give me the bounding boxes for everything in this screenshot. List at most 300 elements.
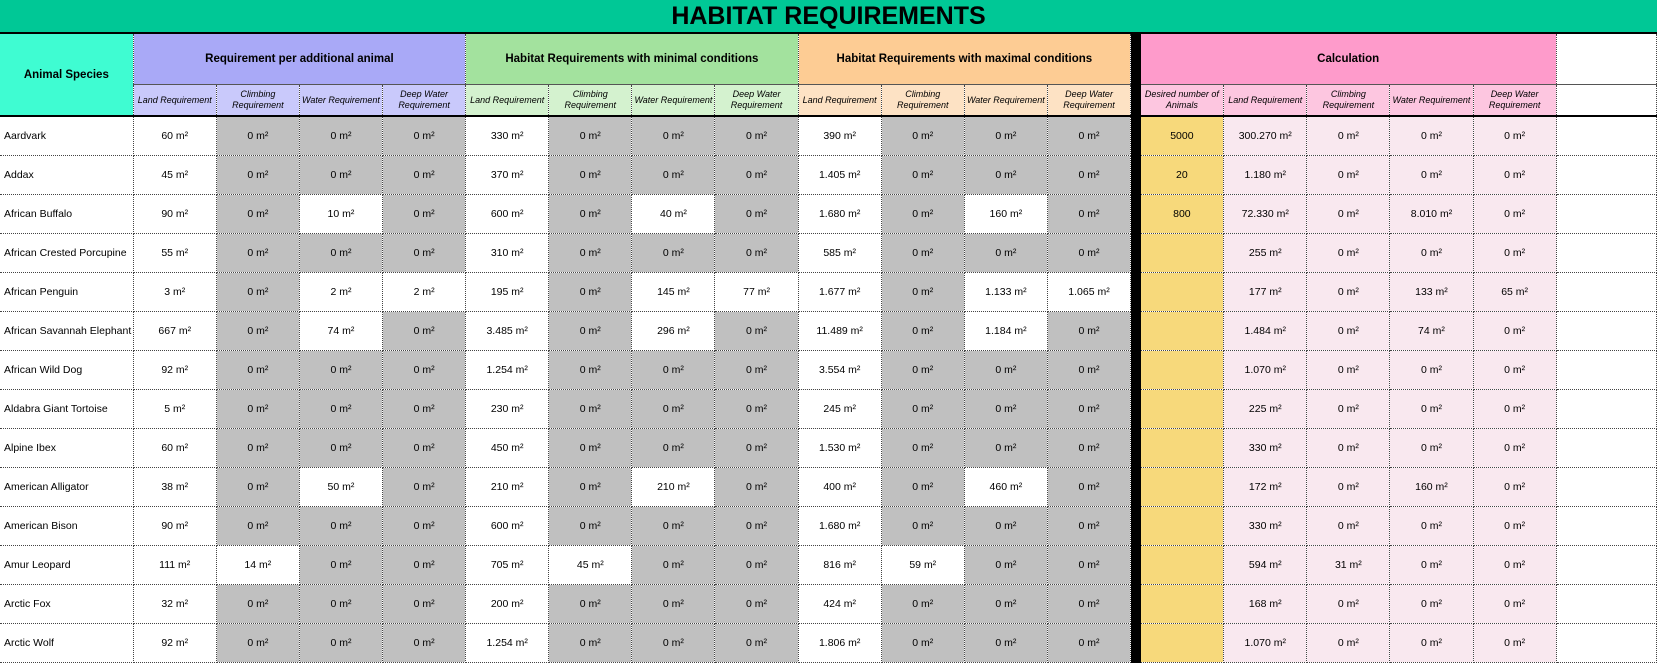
calc-climbing-cell[interactable]: 0 m² bbox=[1307, 195, 1390, 234]
max-climbing-cell[interactable]: 0 m² bbox=[881, 195, 964, 234]
min-water-cell[interactable]: 145 m² bbox=[632, 273, 715, 312]
per-deep-water-cell[interactable]: 0 m² bbox=[383, 390, 466, 429]
per-climbing-cell[interactable]: 0 m² bbox=[216, 156, 299, 195]
calc-water-cell[interactable]: 0 m² bbox=[1390, 585, 1473, 624]
min-deep-water-cell[interactable]: 0 m² bbox=[715, 351, 798, 390]
species-cell[interactable]: African Wild Dog bbox=[0, 351, 133, 390]
min-land-cell[interactable]: 210 m² bbox=[466, 468, 549, 507]
min-deep-water-cell[interactable]: 0 m² bbox=[715, 546, 798, 585]
max-water-cell[interactable]: 0 m² bbox=[964, 546, 1047, 585]
empty-cell[interactable] bbox=[1556, 546, 1656, 585]
calc-climbing-cell[interactable]: 0 m² bbox=[1307, 351, 1390, 390]
desired-count-cell[interactable] bbox=[1141, 585, 1224, 624]
per-land-cell[interactable]: 111 m² bbox=[133, 546, 216, 585]
min-land-cell[interactable]: 705 m² bbox=[466, 546, 549, 585]
min-deep-water-cell[interactable]: 0 m² bbox=[715, 390, 798, 429]
calc-land-cell[interactable]: 330 m² bbox=[1224, 507, 1307, 546]
calc-land-cell[interactable]: 168 m² bbox=[1224, 585, 1307, 624]
calc-deep-water-cell[interactable]: 0 m² bbox=[1473, 156, 1556, 195]
min-land-cell[interactable]: 370 m² bbox=[466, 156, 549, 195]
max-climbing-cell[interactable]: 0 m² bbox=[881, 468, 964, 507]
per-land-cell[interactable]: 60 m² bbox=[133, 116, 216, 156]
max-land-cell[interactable]: 245 m² bbox=[798, 390, 881, 429]
max-deep-water-cell[interactable]: 0 m² bbox=[1047, 585, 1130, 624]
max-water-cell[interactable]: 0 m² bbox=[964, 234, 1047, 273]
per-water-cell[interactable]: 0 m² bbox=[299, 351, 382, 390]
empty-cell[interactable] bbox=[1556, 429, 1656, 468]
per-climbing-cell[interactable]: 0 m² bbox=[216, 351, 299, 390]
min-climbing-cell[interactable]: 0 m² bbox=[549, 351, 632, 390]
max-land-cell[interactable]: 424 m² bbox=[798, 585, 881, 624]
max-deep-water-cell[interactable]: 0 m² bbox=[1047, 390, 1130, 429]
min-climbing-cell[interactable]: 0 m² bbox=[549, 312, 632, 351]
max-land-cell[interactable]: 816 m² bbox=[798, 546, 881, 585]
calc-climbing-cell[interactable]: 0 m² bbox=[1307, 624, 1390, 663]
per-water-cell[interactable]: 10 m² bbox=[299, 195, 382, 234]
per-deep-water-cell[interactable]: 0 m² bbox=[383, 234, 466, 273]
empty-cell[interactable] bbox=[1556, 624, 1656, 663]
calc-deep-water-cell[interactable]: 0 m² bbox=[1473, 585, 1556, 624]
column-separator bbox=[1131, 585, 1141, 624]
per-water-cell[interactable]: 2 m² bbox=[299, 273, 382, 312]
calc-climbing-cell[interactable]: 0 m² bbox=[1307, 390, 1390, 429]
min-deep-water-cell[interactable]: 0 m² bbox=[715, 507, 798, 546]
min-climbing-cell[interactable]: 0 m² bbox=[549, 195, 632, 234]
per-land-cell[interactable]: 60 m² bbox=[133, 429, 216, 468]
per-land-cell[interactable]: 55 m² bbox=[133, 234, 216, 273]
per-deep-water-cell[interactable]: 0 m² bbox=[383, 156, 466, 195]
calc-climbing-cell[interactable]: 0 m² bbox=[1307, 116, 1390, 156]
per-deep-water-cell[interactable]: 0 m² bbox=[383, 585, 466, 624]
max-climbing-cell[interactable]: 0 m² bbox=[881, 507, 964, 546]
min-water-cell[interactable]: 0 m² bbox=[632, 585, 715, 624]
header-min-water[interactable]: Water Requirement bbox=[632, 85, 715, 117]
max-land-cell[interactable]: 1.680 m² bbox=[798, 507, 881, 546]
per-climbing-cell[interactable]: 0 m² bbox=[216, 390, 299, 429]
min-deep-water-cell[interactable]: 0 m² bbox=[715, 195, 798, 234]
min-climbing-cell[interactable]: 0 m² bbox=[549, 156, 632, 195]
min-water-cell[interactable]: 0 m² bbox=[632, 234, 715, 273]
per-climbing-cell[interactable]: 0 m² bbox=[216, 468, 299, 507]
calc-climbing-cell[interactable]: 31 m² bbox=[1307, 546, 1390, 585]
per-deep-water-cell[interactable]: 0 m² bbox=[383, 312, 466, 351]
min-deep-water-cell[interactable]: 0 m² bbox=[715, 156, 798, 195]
empty-cell[interactable] bbox=[1556, 468, 1656, 507]
calc-land-cell[interactable]: 594 m² bbox=[1224, 546, 1307, 585]
min-land-cell[interactable]: 450 m² bbox=[466, 429, 549, 468]
min-climbing-cell[interactable]: 0 m² bbox=[549, 468, 632, 507]
per-deep-water-cell[interactable]: 0 m² bbox=[383, 546, 466, 585]
table-row bbox=[0, 468, 1657, 507]
calc-deep-water-cell[interactable]: 0 m² bbox=[1473, 116, 1556, 156]
per-climbing-cell[interactable]: 0 m² bbox=[216, 116, 299, 156]
calc-land-cell[interactable]: 1.180 m² bbox=[1224, 156, 1307, 195]
max-water-cell[interactable]: 0 m² bbox=[964, 351, 1047, 390]
header-per-climbing[interactable]: Climbing Requirement bbox=[216, 85, 299, 117]
desired-count-cell[interactable] bbox=[1141, 507, 1224, 546]
species-cell[interactable]: Aldabra Giant Tortoise bbox=[0, 390, 133, 429]
per-water-cell[interactable]: 0 m² bbox=[299, 156, 382, 195]
desired-count-cell[interactable] bbox=[1141, 429, 1224, 468]
calc-land-cell[interactable]: 72.330 m² bbox=[1224, 195, 1307, 234]
per-water-cell[interactable]: 50 m² bbox=[299, 468, 382, 507]
per-water-cell[interactable]: 0 m² bbox=[299, 624, 382, 663]
max-climbing-cell[interactable]: 0 m² bbox=[881, 116, 964, 156]
species-cell[interactable]: Arctic Wolf bbox=[0, 624, 133, 663]
header-per-land[interactable]: Land Requirement bbox=[133, 85, 216, 117]
min-water-cell[interactable]: 0 m² bbox=[632, 546, 715, 585]
min-land-cell[interactable]: 1.254 m² bbox=[466, 351, 549, 390]
calc-climbing-cell[interactable]: 0 m² bbox=[1307, 312, 1390, 351]
min-water-cell[interactable]: 40 m² bbox=[632, 195, 715, 234]
max-land-cell[interactable]: 390 m² bbox=[798, 116, 881, 156]
max-deep-water-cell[interactable]: 0 m² bbox=[1047, 429, 1130, 468]
group-header-maximal[interactable]: Habitat Requirements with maximal conditions bbox=[798, 34, 1130, 85]
calc-water-cell[interactable]: 0 m² bbox=[1390, 116, 1473, 156]
max-climbing-cell[interactable]: 59 m² bbox=[881, 546, 964, 585]
max-deep-water-cell[interactable]: 0 m² bbox=[1047, 312, 1130, 351]
per-deep-water-cell[interactable]: 0 m² bbox=[383, 624, 466, 663]
max-land-cell[interactable]: 1.680 m² bbox=[798, 195, 881, 234]
per-climbing-cell[interactable]: 0 m² bbox=[216, 429, 299, 468]
max-deep-water-cell[interactable]: 0 m² bbox=[1047, 546, 1130, 585]
max-land-cell[interactable]: 3.554 m² bbox=[798, 351, 881, 390]
per-land-cell[interactable]: 3 m² bbox=[133, 273, 216, 312]
empty-cell[interactable] bbox=[1556, 273, 1656, 312]
empty-cell[interactable] bbox=[1556, 234, 1656, 273]
species-cell[interactable]: Alpine Ibex bbox=[0, 429, 133, 468]
column-separator bbox=[1131, 546, 1141, 585]
max-climbing-cell[interactable]: 0 m² bbox=[881, 312, 964, 351]
max-water-cell[interactable]: 460 m² bbox=[964, 468, 1047, 507]
max-water-cell[interactable]: 0 m² bbox=[964, 156, 1047, 195]
per-climbing-cell[interactable]: 0 m² bbox=[216, 234, 299, 273]
calc-climbing-cell[interactable]: 0 m² bbox=[1307, 234, 1390, 273]
desired-count-cell[interactable]: 20 bbox=[1141, 156, 1224, 195]
species-cell[interactable]: African Crested Porcupine bbox=[0, 234, 133, 273]
group-header-calculation[interactable]: Calculation bbox=[1141, 34, 1557, 85]
species-cell[interactable]: Addax bbox=[0, 156, 133, 195]
min-climbing-cell[interactable]: 0 m² bbox=[549, 429, 632, 468]
per-climbing-cell[interactable]: 0 m² bbox=[216, 312, 299, 351]
max-water-cell[interactable]: 1.184 m² bbox=[964, 312, 1047, 351]
max-climbing-cell[interactable]: 0 m² bbox=[881, 156, 964, 195]
max-climbing-cell[interactable]: 0 m² bbox=[881, 624, 964, 663]
per-deep-water-cell[interactable]: 2 m² bbox=[383, 273, 466, 312]
max-land-cell[interactable]: 1.530 m² bbox=[798, 429, 881, 468]
species-cell[interactable]: African Savannah Elephant bbox=[0, 312, 133, 351]
table-row bbox=[0, 312, 1657, 351]
calc-land-cell[interactable]: 172 m² bbox=[1224, 468, 1307, 507]
per-climbing-cell[interactable]: 0 m² bbox=[216, 585, 299, 624]
per-climbing-cell[interactable]: 0 m² bbox=[216, 507, 299, 546]
per-land-cell[interactable]: 92 m² bbox=[133, 624, 216, 663]
header-max-land[interactable]: Land Requirement bbox=[798, 85, 881, 117]
calc-water-cell[interactable]: 0 m² bbox=[1390, 429, 1473, 468]
min-land-cell[interactable]: 200 m² bbox=[466, 585, 549, 624]
min-climbing-cell[interactable]: 0 m² bbox=[549, 507, 632, 546]
min-deep-water-cell[interactable]: 0 m² bbox=[715, 585, 798, 624]
per-land-cell[interactable]: 45 m² bbox=[133, 156, 216, 195]
calc-land-cell[interactable]: 330 m² bbox=[1224, 429, 1307, 468]
header-calc-climbing[interactable]: Climbing Requirement bbox=[1307, 85, 1390, 117]
per-land-cell[interactable]: 92 m² bbox=[133, 351, 216, 390]
min-water-cell[interactable]: 0 m² bbox=[632, 156, 715, 195]
per-climbing-cell[interactable]: 0 m² bbox=[216, 624, 299, 663]
header-per-deep-water[interactable]: Deep Water Requirement bbox=[383, 85, 466, 117]
min-land-cell[interactable]: 330 m² bbox=[466, 116, 549, 156]
max-water-cell[interactable]: 0 m² bbox=[964, 585, 1047, 624]
empty-cell[interactable] bbox=[1556, 507, 1656, 546]
max-land-cell[interactable]: 1.677 m² bbox=[798, 273, 881, 312]
calc-land-cell[interactable]: 1.070 m² bbox=[1224, 624, 1307, 663]
calc-deep-water-cell[interactable]: 65 m² bbox=[1473, 273, 1556, 312]
min-land-cell[interactable]: 310 m² bbox=[466, 234, 549, 273]
per-water-cell[interactable]: 0 m² bbox=[299, 585, 382, 624]
empty-cell[interactable] bbox=[1556, 351, 1656, 390]
min-climbing-cell[interactable]: 0 m² bbox=[549, 234, 632, 273]
min-climbing-cell[interactable]: 45 m² bbox=[549, 546, 632, 585]
desired-count-cell[interactable]: 800 bbox=[1141, 195, 1224, 234]
desired-count-cell[interactable] bbox=[1141, 312, 1224, 351]
calc-climbing-cell[interactable]: 0 m² bbox=[1307, 273, 1390, 312]
header-max-deep-water[interactable]: Deep Water Requirement bbox=[1047, 85, 1130, 117]
max-land-cell[interactable]: 400 m² bbox=[798, 468, 881, 507]
calc-land-cell[interactable]: 255 m² bbox=[1224, 234, 1307, 273]
header-desired-count[interactable]: Desired number of Animals bbox=[1141, 85, 1224, 117]
per-water-cell[interactable]: 0 m² bbox=[299, 234, 382, 273]
per-climbing-cell[interactable]: 14 m² bbox=[216, 546, 299, 585]
max-deep-water-cell[interactable]: 0 m² bbox=[1047, 234, 1130, 273]
header-calc-deep-water[interactable]: Deep Water Requirement bbox=[1473, 85, 1556, 117]
calc-water-cell[interactable]: 133 m² bbox=[1390, 273, 1473, 312]
min-water-cell[interactable]: 210 m² bbox=[632, 468, 715, 507]
calc-water-cell[interactable]: 0 m² bbox=[1390, 156, 1473, 195]
max-deep-water-cell[interactable]: 0 m² bbox=[1047, 351, 1130, 390]
species-cell[interactable]: Arctic Fox bbox=[0, 585, 133, 624]
sheet-title: HABITAT REQUIREMENTS bbox=[0, 0, 1657, 34]
calc-climbing-cell[interactable]: 0 m² bbox=[1307, 468, 1390, 507]
max-water-cell[interactable]: 1.133 m² bbox=[964, 273, 1047, 312]
min-deep-water-cell[interactable]: 0 m² bbox=[715, 624, 798, 663]
calc-land-cell[interactable]: 225 m² bbox=[1224, 390, 1307, 429]
desired-count-cell[interactable] bbox=[1141, 624, 1224, 663]
calc-water-cell[interactable]: 0 m² bbox=[1390, 624, 1473, 663]
desired-count-cell[interactable] bbox=[1141, 390, 1224, 429]
max-climbing-cell[interactable]: 0 m² bbox=[881, 390, 964, 429]
per-deep-water-cell[interactable]: 0 m² bbox=[383, 195, 466, 234]
per-land-cell[interactable]: 90 m² bbox=[133, 195, 216, 234]
min-land-cell[interactable]: 600 m² bbox=[466, 195, 549, 234]
desired-count-cell[interactable] bbox=[1141, 351, 1224, 390]
calc-land-cell[interactable]: 1.484 m² bbox=[1224, 312, 1307, 351]
min-land-cell[interactable]: 230 m² bbox=[466, 390, 549, 429]
per-water-cell[interactable]: 74 m² bbox=[299, 312, 382, 351]
calc-water-cell[interactable]: 8.010 m² bbox=[1390, 195, 1473, 234]
min-water-cell[interactable]: 0 m² bbox=[632, 624, 715, 663]
min-deep-water-cell[interactable]: 0 m² bbox=[715, 312, 798, 351]
calc-water-cell[interactable]: 74 m² bbox=[1390, 312, 1473, 351]
empty-cell[interactable] bbox=[1556, 34, 1656, 85]
max-land-cell[interactable]: 1.405 m² bbox=[798, 156, 881, 195]
per-climbing-cell[interactable]: 0 m² bbox=[216, 273, 299, 312]
min-climbing-cell[interactable]: 0 m² bbox=[549, 624, 632, 663]
max-deep-water-cell[interactable]: 0 m² bbox=[1047, 507, 1130, 546]
max-deep-water-cell[interactable]: 0 m² bbox=[1047, 468, 1130, 507]
empty-cell[interactable] bbox=[1556, 116, 1656, 156]
header-calc-water[interactable]: Water Requirement bbox=[1390, 85, 1473, 117]
empty-cell[interactable] bbox=[1556, 156, 1656, 195]
header-max-climbing[interactable]: Climbing Requirement bbox=[881, 85, 964, 117]
calc-deep-water-cell[interactable]: 0 m² bbox=[1473, 546, 1556, 585]
per-deep-water-cell[interactable]: 0 m² bbox=[383, 429, 466, 468]
min-climbing-cell[interactable]: 0 m² bbox=[549, 585, 632, 624]
min-water-cell[interactable]: 0 m² bbox=[632, 507, 715, 546]
per-land-cell[interactable]: 667 m² bbox=[133, 312, 216, 351]
max-deep-water-cell[interactable]: 0 m² bbox=[1047, 156, 1130, 195]
group-header-minimal[interactable]: Habitat Requirements with minimal conditions bbox=[466, 34, 798, 85]
calc-deep-water-cell[interactable]: 0 m² bbox=[1473, 234, 1556, 273]
min-deep-water-cell[interactable]: 0 m² bbox=[715, 116, 798, 156]
max-water-cell[interactable]: 160 m² bbox=[964, 195, 1047, 234]
per-land-cell[interactable]: 32 m² bbox=[133, 585, 216, 624]
desired-count-cell[interactable] bbox=[1141, 234, 1224, 273]
per-land-cell[interactable]: 90 m² bbox=[133, 507, 216, 546]
min-water-cell[interactable]: 0 m² bbox=[632, 390, 715, 429]
per-water-cell[interactable]: 0 m² bbox=[299, 116, 382, 156]
calc-deep-water-cell[interactable]: 0 m² bbox=[1473, 468, 1556, 507]
max-climbing-cell[interactable]: 0 m² bbox=[881, 429, 964, 468]
min-land-cell[interactable]: 3.485 m² bbox=[466, 312, 549, 351]
header-min-climbing[interactable]: Climbing Requirement bbox=[549, 85, 632, 117]
calc-deep-water-cell[interactable]: 0 m² bbox=[1473, 390, 1556, 429]
species-cell[interactable]: African Buffalo bbox=[0, 195, 133, 234]
empty-cell[interactable] bbox=[1556, 312, 1656, 351]
max-land-cell[interactable]: 1.806 m² bbox=[798, 624, 881, 663]
header-max-water[interactable]: Water Requirement bbox=[964, 85, 1047, 117]
empty-cell[interactable] bbox=[1556, 195, 1656, 234]
header-calc-land[interactable]: Land Requirement bbox=[1224, 85, 1307, 117]
column-separator bbox=[1131, 195, 1141, 234]
min-deep-water-cell[interactable]: 0 m² bbox=[715, 234, 798, 273]
max-deep-water-cell[interactable]: 0 m² bbox=[1047, 624, 1130, 663]
species-column-header[interactable]: Animal Species bbox=[0, 34, 133, 116]
per-water-cell[interactable]: 0 m² bbox=[299, 390, 382, 429]
table-row bbox=[0, 156, 1657, 195]
calc-land-cell[interactable]: 177 m² bbox=[1224, 273, 1307, 312]
max-water-cell[interactable]: 0 m² bbox=[964, 429, 1047, 468]
calc-land-cell[interactable]: 1.070 m² bbox=[1224, 351, 1307, 390]
min-water-cell[interactable]: 0 m² bbox=[632, 116, 715, 156]
max-land-cell[interactable]: 585 m² bbox=[798, 234, 881, 273]
calc-deep-water-cell[interactable]: 0 m² bbox=[1473, 507, 1556, 546]
column-separator bbox=[1131, 351, 1141, 390]
calc-water-cell[interactable]: 0 m² bbox=[1390, 351, 1473, 390]
per-water-cell[interactable]: 0 m² bbox=[299, 507, 382, 546]
header-min-land[interactable]: Land Requirement bbox=[466, 85, 549, 117]
species-cell[interactable]: African Penguin bbox=[0, 273, 133, 312]
calc-deep-water-cell[interactable]: 0 m² bbox=[1473, 624, 1556, 663]
calc-water-cell[interactable]: 160 m² bbox=[1390, 468, 1473, 507]
min-deep-water-cell[interactable]: 0 m² bbox=[715, 468, 798, 507]
max-land-cell[interactable]: 11.489 m² bbox=[798, 312, 881, 351]
calc-climbing-cell[interactable]: 0 m² bbox=[1307, 585, 1390, 624]
per-deep-water-cell[interactable]: 0 m² bbox=[383, 468, 466, 507]
min-water-cell[interactable]: 0 m² bbox=[632, 351, 715, 390]
empty-cell[interactable] bbox=[1556, 585, 1656, 624]
min-land-cell[interactable]: 600 m² bbox=[466, 507, 549, 546]
desired-count-cell[interactable] bbox=[1141, 546, 1224, 585]
group-header-per-animal[interactable]: Requirement per additional animal bbox=[133, 34, 465, 85]
calc-water-cell[interactable]: 0 m² bbox=[1390, 507, 1473, 546]
species-cell[interactable]: Aardvark bbox=[0, 116, 133, 156]
max-climbing-cell[interactable]: 0 m² bbox=[881, 585, 964, 624]
calc-deep-water-cell[interactable]: 0 m² bbox=[1473, 195, 1556, 234]
per-land-cell[interactable]: 38 m² bbox=[133, 468, 216, 507]
min-land-cell[interactable]: 1.254 m² bbox=[466, 624, 549, 663]
calc-deep-water-cell[interactable]: 0 m² bbox=[1473, 312, 1556, 351]
desired-count-cell[interactable]: 5000 bbox=[1141, 116, 1224, 156]
desired-count-cell[interactable] bbox=[1141, 273, 1224, 312]
calc-deep-water-cell[interactable]: 0 m² bbox=[1473, 351, 1556, 390]
min-deep-water-cell[interactable]: 0 m² bbox=[715, 429, 798, 468]
calc-climbing-cell[interactable]: 0 m² bbox=[1307, 156, 1390, 195]
per-climbing-cell[interactable]: 0 m² bbox=[216, 195, 299, 234]
max-water-cell[interactable]: 0 m² bbox=[964, 624, 1047, 663]
min-water-cell[interactable]: 0 m² bbox=[632, 429, 715, 468]
calc-climbing-cell[interactable]: 0 m² bbox=[1307, 429, 1390, 468]
max-climbing-cell[interactable]: 0 m² bbox=[881, 273, 964, 312]
calc-water-cell[interactable]: 0 m² bbox=[1390, 390, 1473, 429]
per-water-cell[interactable]: 0 m² bbox=[299, 546, 382, 585]
calc-water-cell[interactable]: 0 m² bbox=[1390, 234, 1473, 273]
min-deep-water-cell[interactable]: 77 m² bbox=[715, 273, 798, 312]
per-water-cell[interactable]: 0 m² bbox=[299, 429, 382, 468]
calc-water-cell[interactable]: 0 m² bbox=[1390, 546, 1473, 585]
max-water-cell[interactable]: 0 m² bbox=[964, 390, 1047, 429]
max-deep-water-cell[interactable]: 1.065 m² bbox=[1047, 273, 1130, 312]
min-land-cell[interactable]: 195 m² bbox=[466, 273, 549, 312]
calc-land-cell[interactable]: 300.270 m² bbox=[1224, 116, 1307, 156]
desired-count-cell[interactable] bbox=[1141, 468, 1224, 507]
min-climbing-cell[interactable]: 0 m² bbox=[549, 390, 632, 429]
species-cell[interactable]: Amur Leopard bbox=[0, 546, 133, 585]
per-deep-water-cell[interactable]: 0 m² bbox=[383, 116, 466, 156]
table-row bbox=[0, 624, 1657, 663]
per-deep-water-cell[interactable]: 0 m² bbox=[383, 351, 466, 390]
max-deep-water-cell[interactable]: 0 m² bbox=[1047, 195, 1130, 234]
per-land-cell[interactable]: 5 m² bbox=[133, 390, 216, 429]
max-water-cell[interactable]: 0 m² bbox=[964, 116, 1047, 156]
calc-deep-water-cell[interactable]: 0 m² bbox=[1473, 429, 1556, 468]
empty-cell[interactable] bbox=[1556, 390, 1656, 429]
species-cell[interactable]: American Bison bbox=[0, 507, 133, 546]
header-per-water[interactable]: Water Requirement bbox=[299, 85, 382, 117]
per-deep-water-cell[interactable]: 0 m² bbox=[383, 507, 466, 546]
min-climbing-cell[interactable]: 0 m² bbox=[549, 273, 632, 312]
empty-cell[interactable] bbox=[1556, 85, 1656, 117]
header-min-deep-water[interactable]: Deep Water Requirement bbox=[715, 85, 798, 117]
species-cell[interactable]: American Alligator bbox=[0, 468, 133, 507]
max-water-cell[interactable]: 0 m² bbox=[964, 507, 1047, 546]
min-water-cell[interactable]: 296 m² bbox=[632, 312, 715, 351]
min-climbing-cell[interactable]: 0 m² bbox=[549, 116, 632, 156]
max-deep-water-cell[interactable]: 0 m² bbox=[1047, 116, 1130, 156]
calc-climbing-cell[interactable]: 0 m² bbox=[1307, 507, 1390, 546]
table-row bbox=[0, 195, 1657, 234]
max-climbing-cell[interactable]: 0 m² bbox=[881, 234, 964, 273]
max-climbing-cell[interactable]: 0 m² bbox=[881, 351, 964, 390]
